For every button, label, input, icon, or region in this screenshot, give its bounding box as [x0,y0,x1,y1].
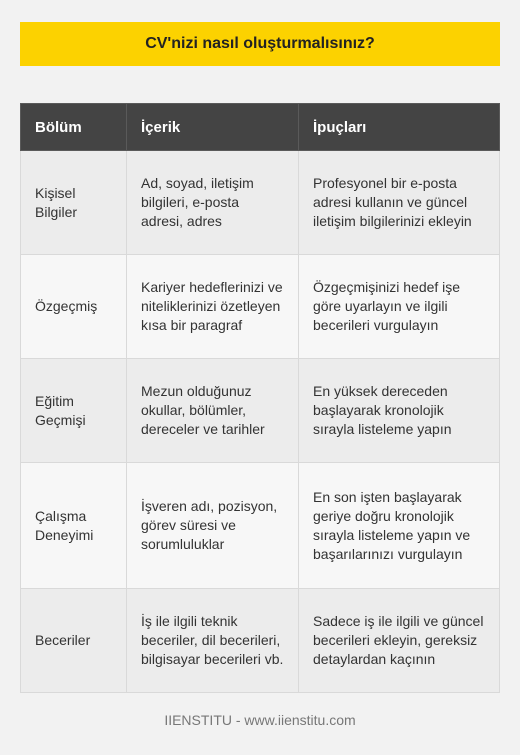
table-row [21,359,500,463]
tips-cell: En son işten başlayarak geriye doğru kronolojik sırayla listeleme yapın ve başarılarınızı vurgulayın [299,463,500,589]
content-cell: İş ile ilgili teknik beceriler, dil becerileri, bilgisayar becerileri vb. [127,589,299,693]
column-header-tips: İpuçları [299,104,500,151]
table-row [21,255,500,359]
table-header-row [21,104,500,151]
tips-cell: En yüksek dereceden başlayarak kronolojik sırayla listeleme yapın [299,359,500,463]
section-cell: Eğitim Geçmişi [21,359,127,463]
title-banner [20,22,500,66]
table-row [21,151,500,255]
content-cell: Mezun olduğunuz okullar, bölümler, dereceler ve tarihler [127,359,299,463]
table-row [21,463,500,589]
column-header-section: Bölüm [21,104,127,151]
section-cell: Kişisel Bilgiler [21,151,127,255]
footer-credit: IIENSTITU - www.iienstitu.com [164,712,356,728]
cv-table [20,103,500,693]
tips-cell: Özgeçmişinizi hedef işe göre uyarlayın ve ilgili becerileri vurgulayın [299,255,500,359]
section-cell: Çalışma Deneyimi [21,463,127,589]
tips-cell: Profesyonel bir e-posta adresi kullanın ve güncel iletişim bilgilerinizi ekleyin [299,151,500,255]
column-header-content: İçerik [127,104,299,151]
page-title: CV'nizi nasıl oluşturmalısınız? [145,35,375,52]
content-cell: İşveren adı, pozisyon, görev süresi ve sorumluluklar [127,463,299,589]
tips-cell: Sadece iş ile ilgili ve güncel becerileri ekleyin, gereksiz detaylardan kaçının [299,589,500,693]
section-cell: Özgeçmiş [21,255,127,359]
section-cell: Beceriler [21,589,127,693]
content-cell: Ad, soyad, iletişim bilgileri, e-posta adresi, adres [127,151,299,255]
table-row [21,589,500,693]
content-cell: Kariyer hedeflerinizi ve niteliklerinizi özetleyen kısa bir paragraf [127,255,299,359]
